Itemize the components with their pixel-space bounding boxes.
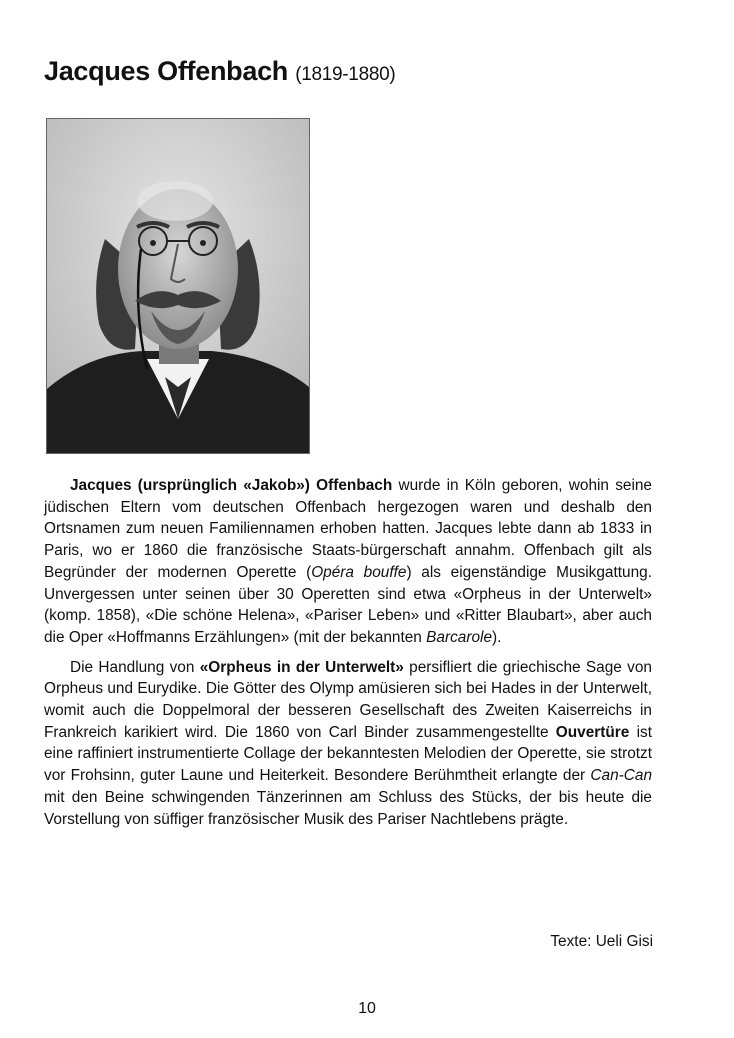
page-title xyxy=(44,56,395,87)
paragraph1-text-a: wurde in Köln geboren, wohin seine jüdischen Eltern vom deutschen Offenbach hergezogen waren und deshalb den Ortsnamen zum neuen Familiennamen erhoben hatten. Jacques lebte dann ab 1833 in Paris, wo er 1860 die französische Staats-bürgerschaft annahm. Offenbach gilt als Begründer der modernen Operette ( xyxy=(44,477,652,581)
portrait-photo xyxy=(46,118,310,454)
paragraph2-text-c: ist eine raffiniert instrumentierte Collage der bekanntesten Melodien der Operette, sie strotzt vor Frohsinn, guter Laune und Heiterkeit. Besondere Berühmtheit erlangte der xyxy=(44,723,652,785)
author-credit: Texte: Ueli Gisi xyxy=(550,933,653,950)
italic-piece: Barcarole xyxy=(426,628,493,646)
paragraph1-text-c: ). xyxy=(492,628,502,646)
bold-operetta-title: «Orpheus in der Unterwelt» xyxy=(199,658,404,676)
paragraph-biography xyxy=(44,475,652,649)
italic-dance: Can-Can xyxy=(590,767,652,785)
paragraph2-text-b: persifliert die griechische Sage von Orpheus und Eurydike. Die Götter des Olymp amüsieren sich bei Hades in der Unterwelt, womit auch die Doppelmoral der besseren Gesellschaft des Zweiten Kaiserreichs in Frankreich karikiert wird. Die 1860 von Carl Binder zusammengestellte xyxy=(44,658,652,741)
paragraph2-text-d: mit den Beine schwingenden Tänzerinnen am Schluss des Stücks, der bis heute die Vorstellung von süffiger französischer Musik des Pariser Nachtlebens prägte. xyxy=(44,788,652,828)
bold-lead: Jacques (ursprünglich «Jakob») Offenbach xyxy=(70,477,393,494)
title-years: (1819-1880) xyxy=(295,64,396,85)
portrait-photo-icon xyxy=(47,119,309,453)
paragraph-orpheus xyxy=(44,657,652,831)
page-number: 10 xyxy=(358,1000,376,1017)
paragraph2-text-a: Die Handlung von xyxy=(70,658,200,676)
paragraph1-text-b: ) als eigenständige Musikgattung. Unvergessen unter seinen über 30 Operetten sind etwa «Orpheus in der Unterwelt» (komp. 1858), «Die schöne Helena», «Pariser Leben» und «Ritter Blaubart», aber auch die Oper «Hoffmanns Erzählungen» (mit der bekannten xyxy=(44,563,652,646)
body-text xyxy=(44,475,652,838)
bold-overture: Ouvertüre xyxy=(555,723,630,741)
italic-genre: Opéra bouffe xyxy=(311,563,407,581)
title-name: Jacques Offenbach xyxy=(44,56,288,86)
